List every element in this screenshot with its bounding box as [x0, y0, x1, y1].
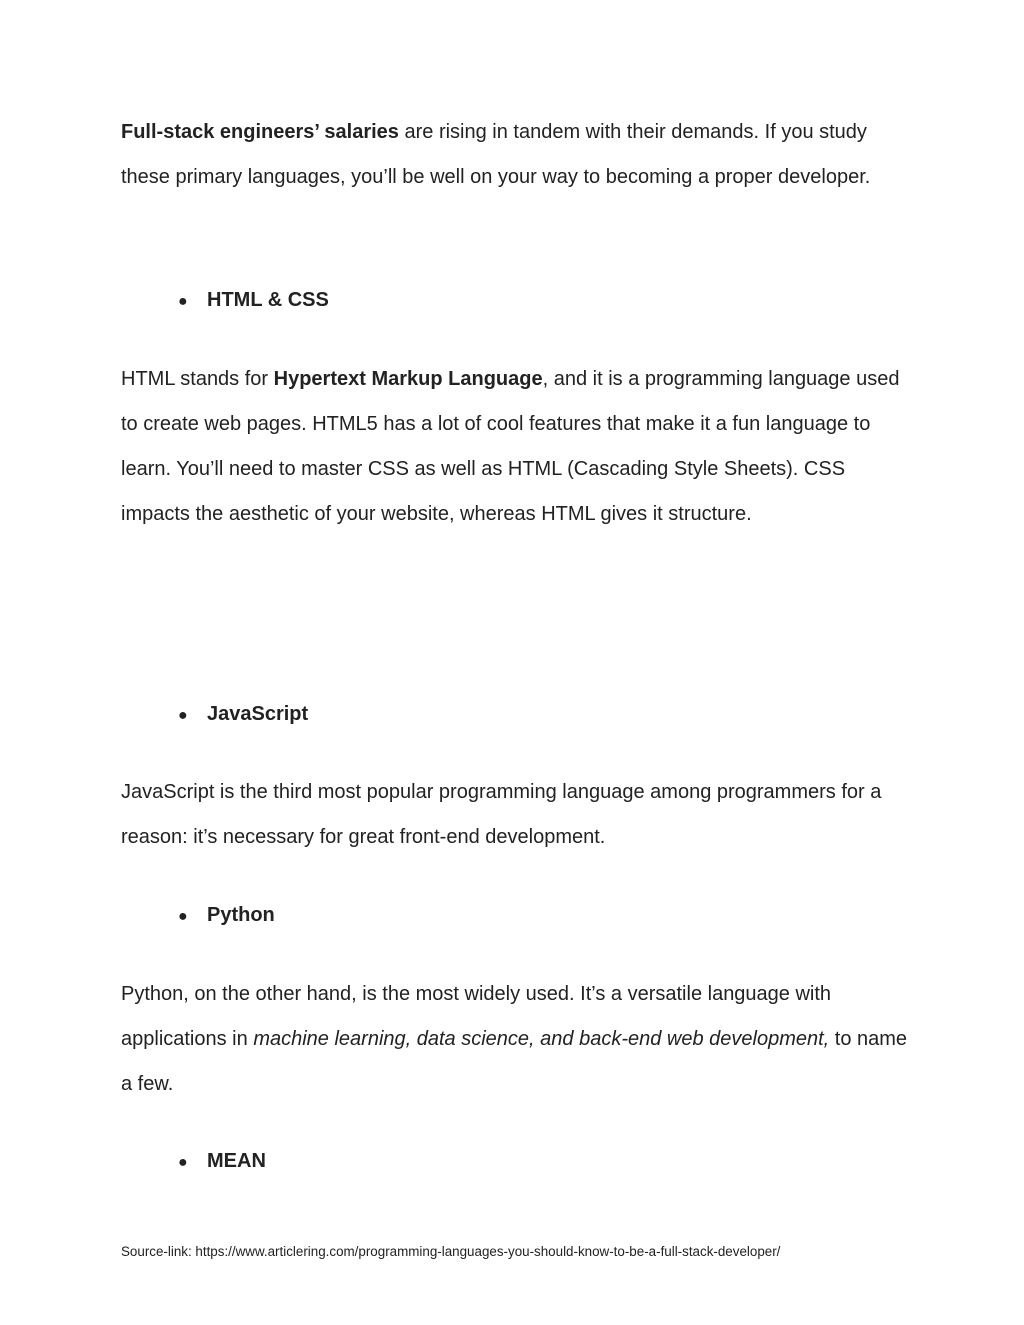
bullet-dot-icon: ● [178, 908, 188, 925]
bullet-dot-icon: ● [178, 293, 188, 310]
bullet-html-css [178, 278, 329, 324]
html-css-text-before: HTML stands for [121, 368, 274, 390]
heading-mean: MEAN [207, 1150, 266, 1172]
bullet-dot-icon: ● [178, 1154, 188, 1171]
python-italic: machine learning, data science, and back-end web development, [253, 1028, 830, 1050]
python-text-before: Python, on the other hand, is the most widely used. It’s a versatile language with applications in [121, 983, 832, 1050]
intro-text: are rising in tandem with their demands. If you study these primary languages, you’ll be well on your way to becoming a proper developer. [121, 121, 871, 188]
bullet-python [178, 893, 275, 939]
source-link[interactable]: Source-link: https://www.articlering.com/programming-languages-you-should-know-to-be-a-full-stack-developer/ [121, 1244, 781, 1259]
heading-javascript: JavaScript [207, 703, 309, 725]
heading-python: Python [207, 904, 275, 926]
intro-bold-lead: Full-stack engineers’ salaries [121, 121, 399, 143]
python-paragraph [121, 972, 911, 1107]
html-css-bold: Hypertext Markup Language [273, 368, 543, 390]
heading-html-css: HTML & CSS [207, 289, 329, 311]
intro-paragraph [121, 110, 911, 200]
bullet-mean [178, 1139, 266, 1185]
bullet-dot-icon: ● [178, 707, 188, 724]
python-text-after: to name a few. [121, 1028, 908, 1095]
bullet-javascript [178, 692, 308, 738]
javascript-paragraph: JavaScript is the third most popular programming language among programmers for a reason: it’s necessary for great front-end development. [121, 781, 882, 848]
html-css-text-after: , and it is a programming language used to create web pages. HTML5 has a lot of cool features that make it a fun language to learn. You’ll need to master CSS as well as HTML (Cascading Style Sheets). CSS impacts the aesthetic of your website, whereas HTML gives it structure. [121, 368, 900, 525]
html-css-paragraph [121, 357, 911, 537]
